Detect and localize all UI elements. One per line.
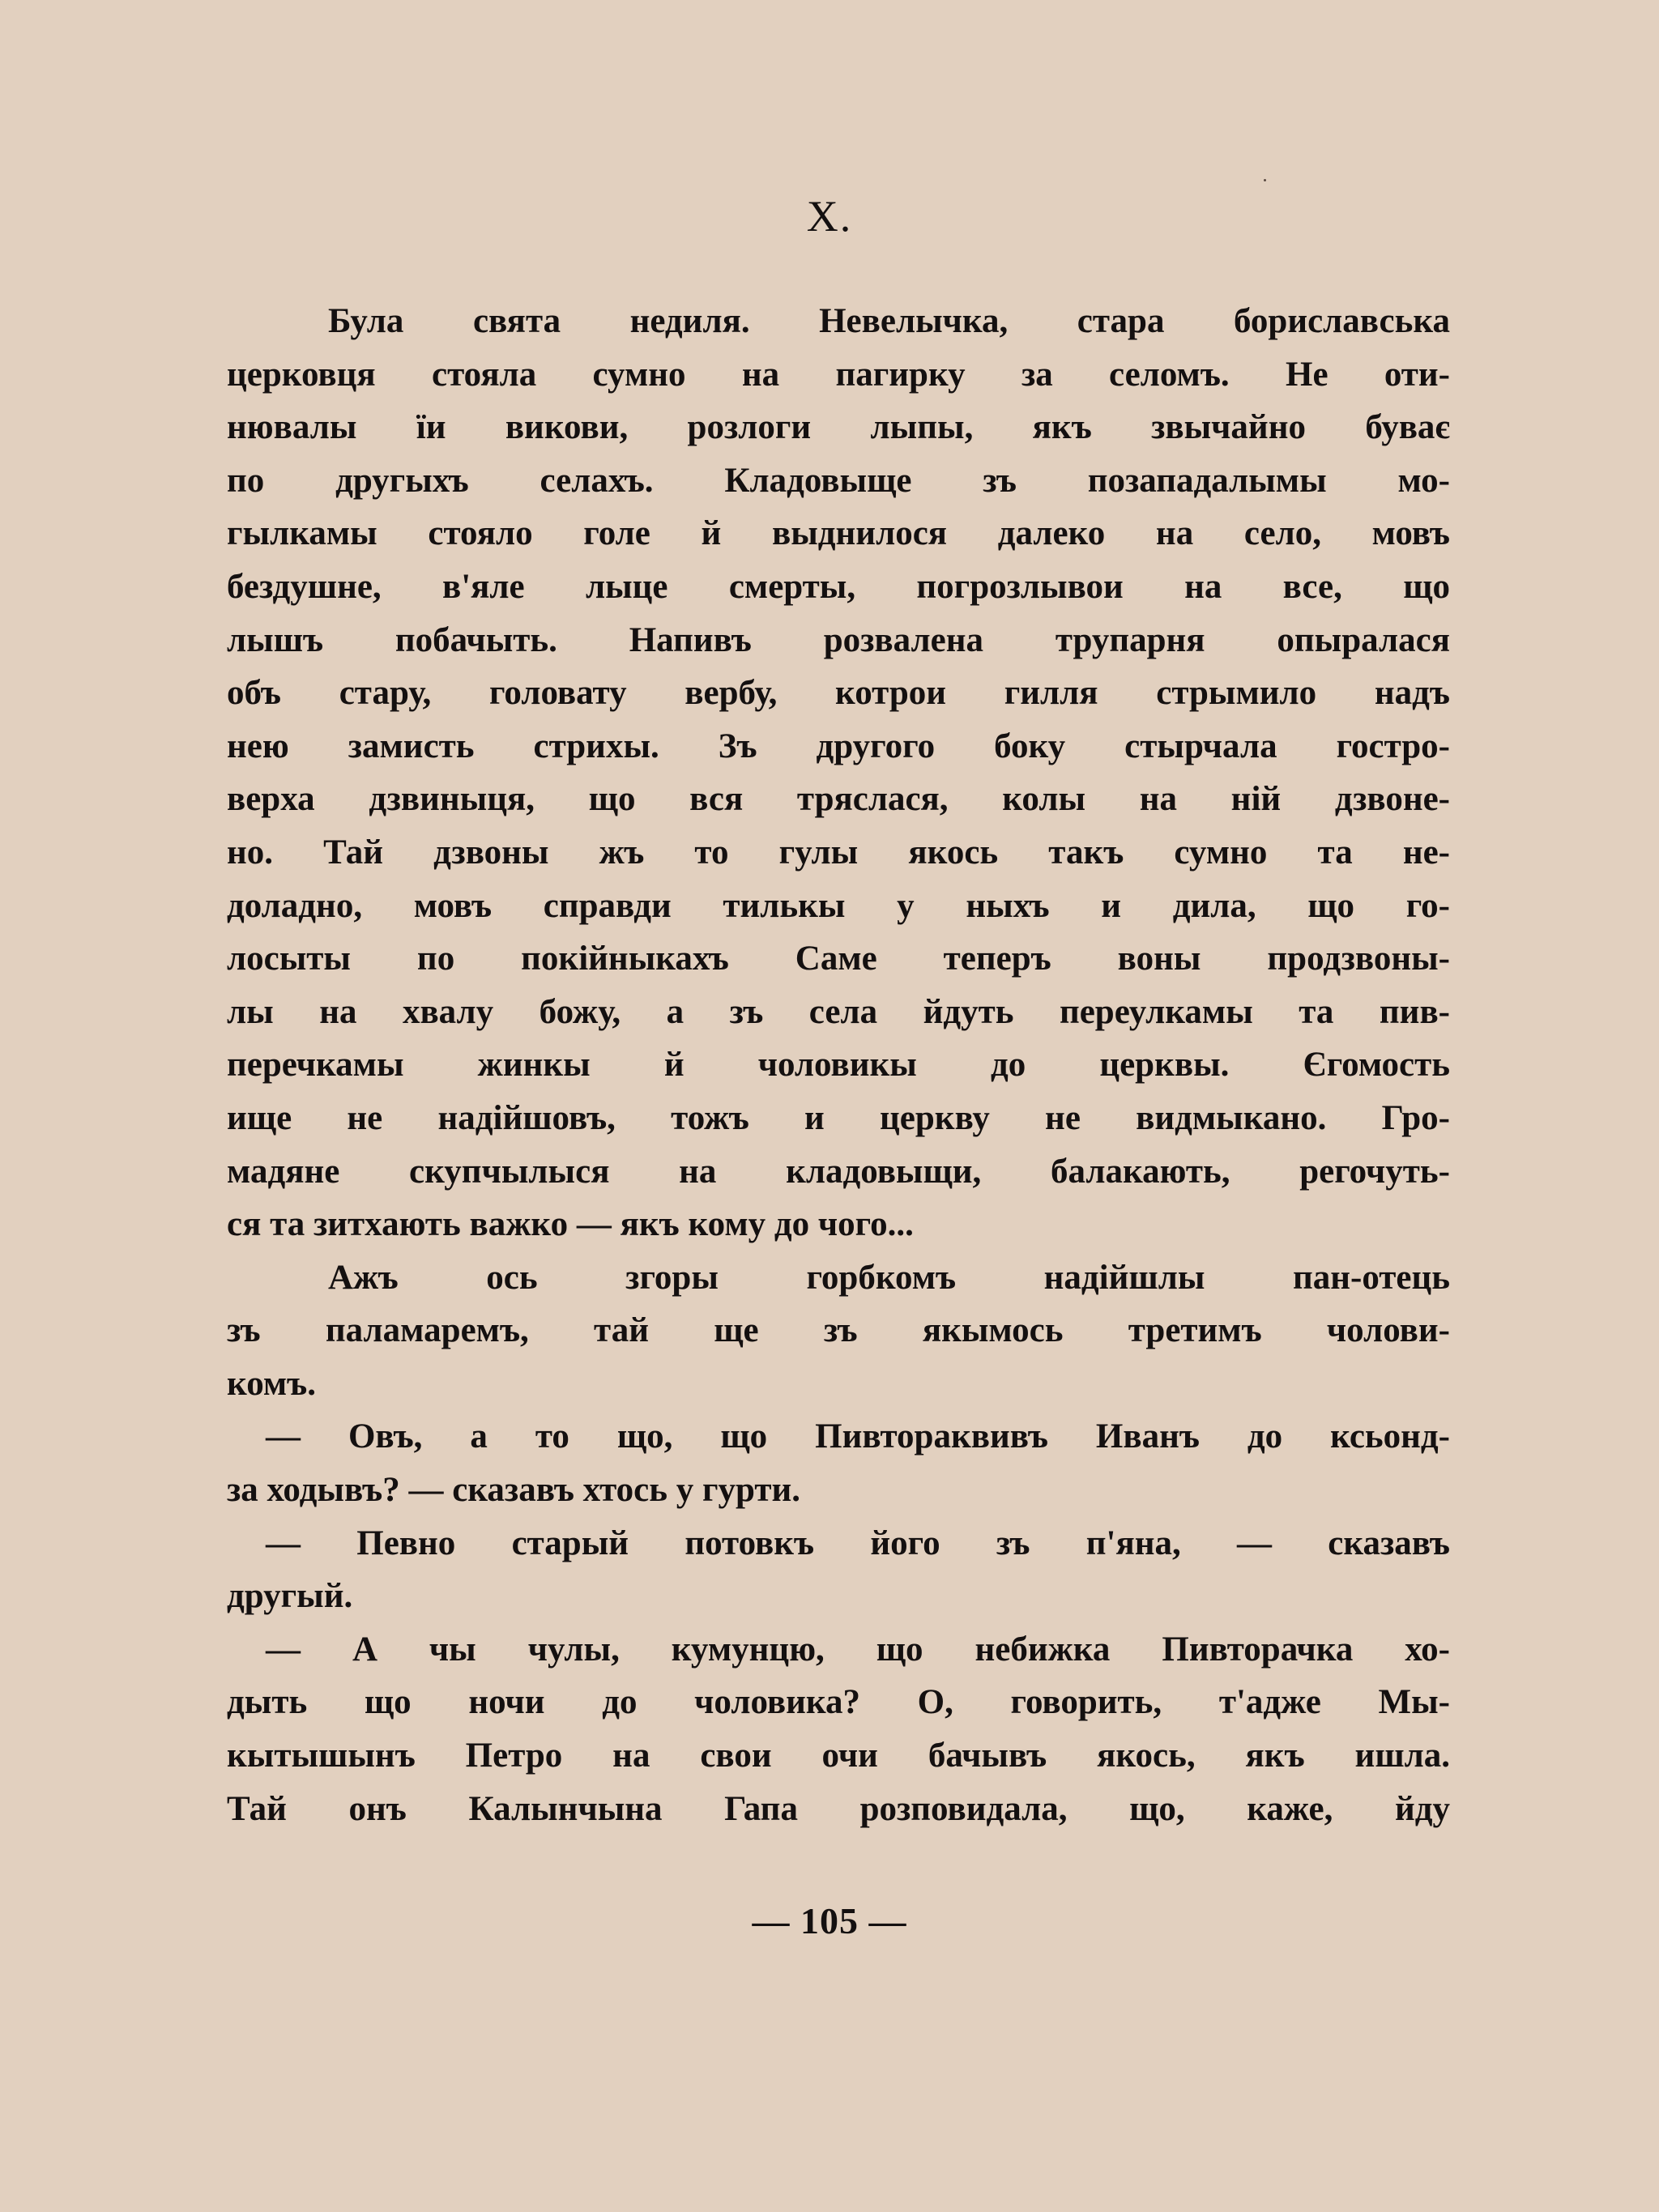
- chapter-heading: X.: [806, 192, 853, 241]
- text-line: Тай онъ Калынчына Гапа розповидала, що, каже, йду: [227, 1789, 1450, 1828]
- text-line: комъ.: [227, 1364, 316, 1403]
- dialogue-line: — Овъ, а то що, що Пивтораквивъ Иванъ до ксьонд-: [266, 1417, 1450, 1456]
- text-line: нювалы їи викови, розлоги лыпы, якъ звычайно буває: [227, 408, 1450, 447]
- text-line: за ходывъ? — сказавъ хтось у гурти.: [227, 1471, 800, 1510]
- text-line: гылкамы стояло голе й выднилося далеко на село, мовъ: [227, 514, 1450, 553]
- text-line: лы на хвалу божу, а зъ села йдуть переулкамы та пив-: [227, 992, 1450, 1031]
- text-line: зъ паламаремъ, тай ще зъ якымось третимъ чолови-: [227, 1311, 1450, 1350]
- dialogue-line: — Певно старый потовкъ його зъ п'яна, — сказавъ: [266, 1524, 1450, 1562]
- text-line: кытышынъ Петро на свои очи бачывъ якось, якъ ишла.: [227, 1737, 1450, 1775]
- text-line: нею замисть стрихы. Зъ другого боку стырчала гостро-: [227, 727, 1450, 765]
- text-line: мадяне скупчылыся на кладовыщи, балакають, регочуть-: [227, 1152, 1450, 1191]
- speck: [1264, 179, 1266, 181]
- text-line: объ стару, головату вербу, котрои гилля стрымило надъ: [227, 674, 1450, 713]
- text-line: ище не надійшовъ, тожъ и церкву не видмыкано. Гро-: [227, 1098, 1450, 1137]
- text-line: церковця стояла сумно на пагирку за селомъ. Не оти-: [227, 355, 1450, 394]
- text-line: бездушне, в'яле лыце смерты, погрозлывои на все, що: [227, 567, 1450, 606]
- text-line: перечкамы жинкы й чоловикы до церквы. Єгомость: [227, 1046, 1450, 1085]
- body-text: [227, 295, 1450, 1835]
- text-line: другый.: [227, 1577, 353, 1616]
- text-line: лосыты по покійныкахъ Саме теперъ воны продзвоны-: [227, 940, 1450, 978]
- text-line: Ажъ ось згоры горбкомъ надійшлы пан-отець: [328, 1258, 1450, 1297]
- text-line: верха дзвиныця, що вся тряслася, колы на ній дзвоне-: [227, 780, 1450, 819]
- text-line: дыть що ночи до чоловика? О, говорить, т'адже Мы-: [227, 1683, 1450, 1722]
- text-line: ся та зитхають важко — якъ кому до чого...: [227, 1205, 914, 1244]
- dialogue-line: — А чы чулы, кумунцю, що небижка Пивторачка хо-: [266, 1630, 1450, 1669]
- text-line: Була свята недиля. Невелычка, стара бориславська: [328, 302, 1450, 340]
- text-line: по другыхъ селахъ. Кладовыще зъ позападалымы мо-: [227, 461, 1450, 500]
- text-line: лышъ побачыть. Напивъ розвалена трупарня опыралася: [227, 620, 1450, 659]
- page-number: — 105 —: [752, 1900, 907, 1941]
- text-line: но. Тай дзвоны жъ то гулы якось такъ сумно та не-: [227, 833, 1450, 872]
- text-line: доладно, мовъ справди тилькы у ныхъ и дила, що го-: [227, 886, 1450, 925]
